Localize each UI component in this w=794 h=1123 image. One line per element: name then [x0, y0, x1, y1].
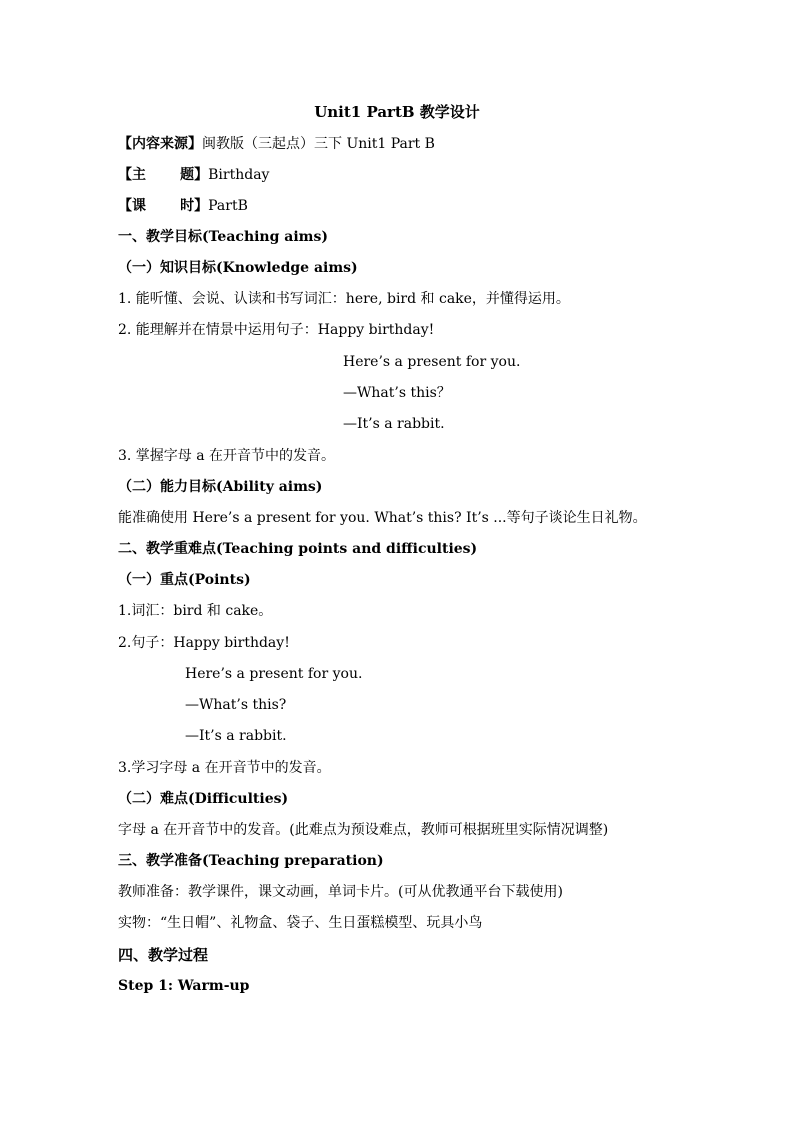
physical-materials: 实物：“生日帽”、礼物盒、袋子、生日蛋糕模型、玩具小鸟 — [118, 915, 483, 931]
knowledge-item-2-line-b: —What’s this？ — [343, 385, 451, 401]
subheading-ability: （二）能力目标(Ability aims) — [118, 479, 323, 495]
difficulty-item: 字母 a 在开音节中的发音。(此难点为预设难点，教师可根据班里实际情况调整) — [118, 822, 609, 838]
step-1-heading: Step 1: Warm-up — [118, 978, 250, 994]
topic-line — [118, 165, 269, 185]
point-item-2: 2.句子：Happy birthday! — [118, 635, 290, 651]
period-label: 【课 时】 — [118, 198, 209, 214]
point-item-2-line-a: Here’s a present for you. — [185, 666, 363, 682]
topic-label: 【主 题】 — [118, 167, 209, 183]
point-item-1: 1.词汇：bird 和 cake。 — [118, 603, 273, 619]
source-line — [118, 134, 435, 154]
period-value: PartB — [208, 198, 248, 214]
source-label: 【内容来源】 — [118, 136, 202, 152]
topic-value: Birthday — [208, 167, 270, 183]
point-item-2-line-c: —It’s a rabbit. — [185, 728, 287, 744]
point-item-3: 3.学习字母 a 在开音节中的发音。 — [118, 760, 331, 776]
point-item-2-line-b: —What’s this? — [185, 697, 287, 713]
section-heading-points: 二、教学重难点(Teaching points and difficulties) — [118, 541, 478, 557]
section-heading-preparation: 三、教学准备(Teaching preparation) — [118, 853, 384, 869]
knowledge-item-1: 1. 能听懂、会说、认读和书写词汇：here, bird 和 cake，并懂得运用。 — [118, 291, 570, 307]
section-heading-aims: 一、教学目标(Teaching aims) — [118, 229, 328, 245]
subheading-knowledge: （一）知识目标(Knowledge aims) — [118, 260, 358, 276]
subheading-key-points: （一）重点(Points) — [118, 572, 251, 588]
knowledge-item-2: 2. 能理解并在情景中运用句子：Happy birthday! — [118, 322, 435, 338]
knowledge-item-3: 3. 掌握字母 a 在开音节中的发音。 — [118, 448, 336, 464]
subheading-difficulties: （二）难点(Difficulties) — [118, 791, 289, 807]
page-title: Unit1 PartB 教学设计 — [314, 103, 480, 121]
period-line — [118, 196, 248, 216]
source-value: 闽教版（三起点）三下 Unit1 Part B — [202, 136, 435, 152]
ability-item: 能准确使用 Here’s a present for you. What’s this? It’s ...等句子谈论生日礼物。 — [118, 510, 647, 526]
teacher-preparation: 教师准备：教学课件，课文动画，单词卡片。(可从优教通平台下载使用) — [118, 884, 563, 900]
knowledge-item-2-line-c: —It’s a rabbit. — [343, 416, 445, 432]
knowledge-item-2-line-a: Here’s a present for you. — [343, 354, 521, 370]
section-heading-process: 四、教学过程 — [118, 946, 209, 964]
